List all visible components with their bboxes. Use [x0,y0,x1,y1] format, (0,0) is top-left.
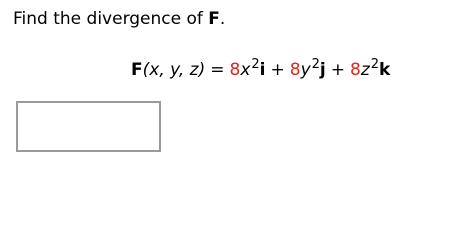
equation-lhs-args: (x, y, z) [142,60,206,80]
term-y-variable: y [300,60,311,80]
question-text [13,8,225,30]
vector-field-equation [131,58,390,82]
plus-sign: + [270,60,285,80]
vector-symbol: F [208,9,220,29]
term-x-exponent: 2 [251,57,260,72]
term-z-coefficient: 8 [349,60,361,80]
answer-input[interactable] [16,101,161,152]
plus-sign: + [330,60,345,80]
question-suffix: . [219,9,226,29]
term-y-coefficient: 8 [289,60,301,80]
term-z-variable: z [360,60,370,80]
unit-vector-i: i [259,60,266,80]
question-prefix: Find the divergence of [13,9,209,29]
unit-vector-j: j [319,60,326,80]
equals-sign: = [210,60,225,80]
unit-vector-k: k [379,60,391,80]
equation-lhs-symbol: F [131,60,143,80]
term-x-coefficient: 8 [229,60,241,80]
term-x-variable: x [240,60,251,80]
term-z-exponent: 2 [370,57,380,72]
term-y-exponent: 2 [311,57,320,72]
